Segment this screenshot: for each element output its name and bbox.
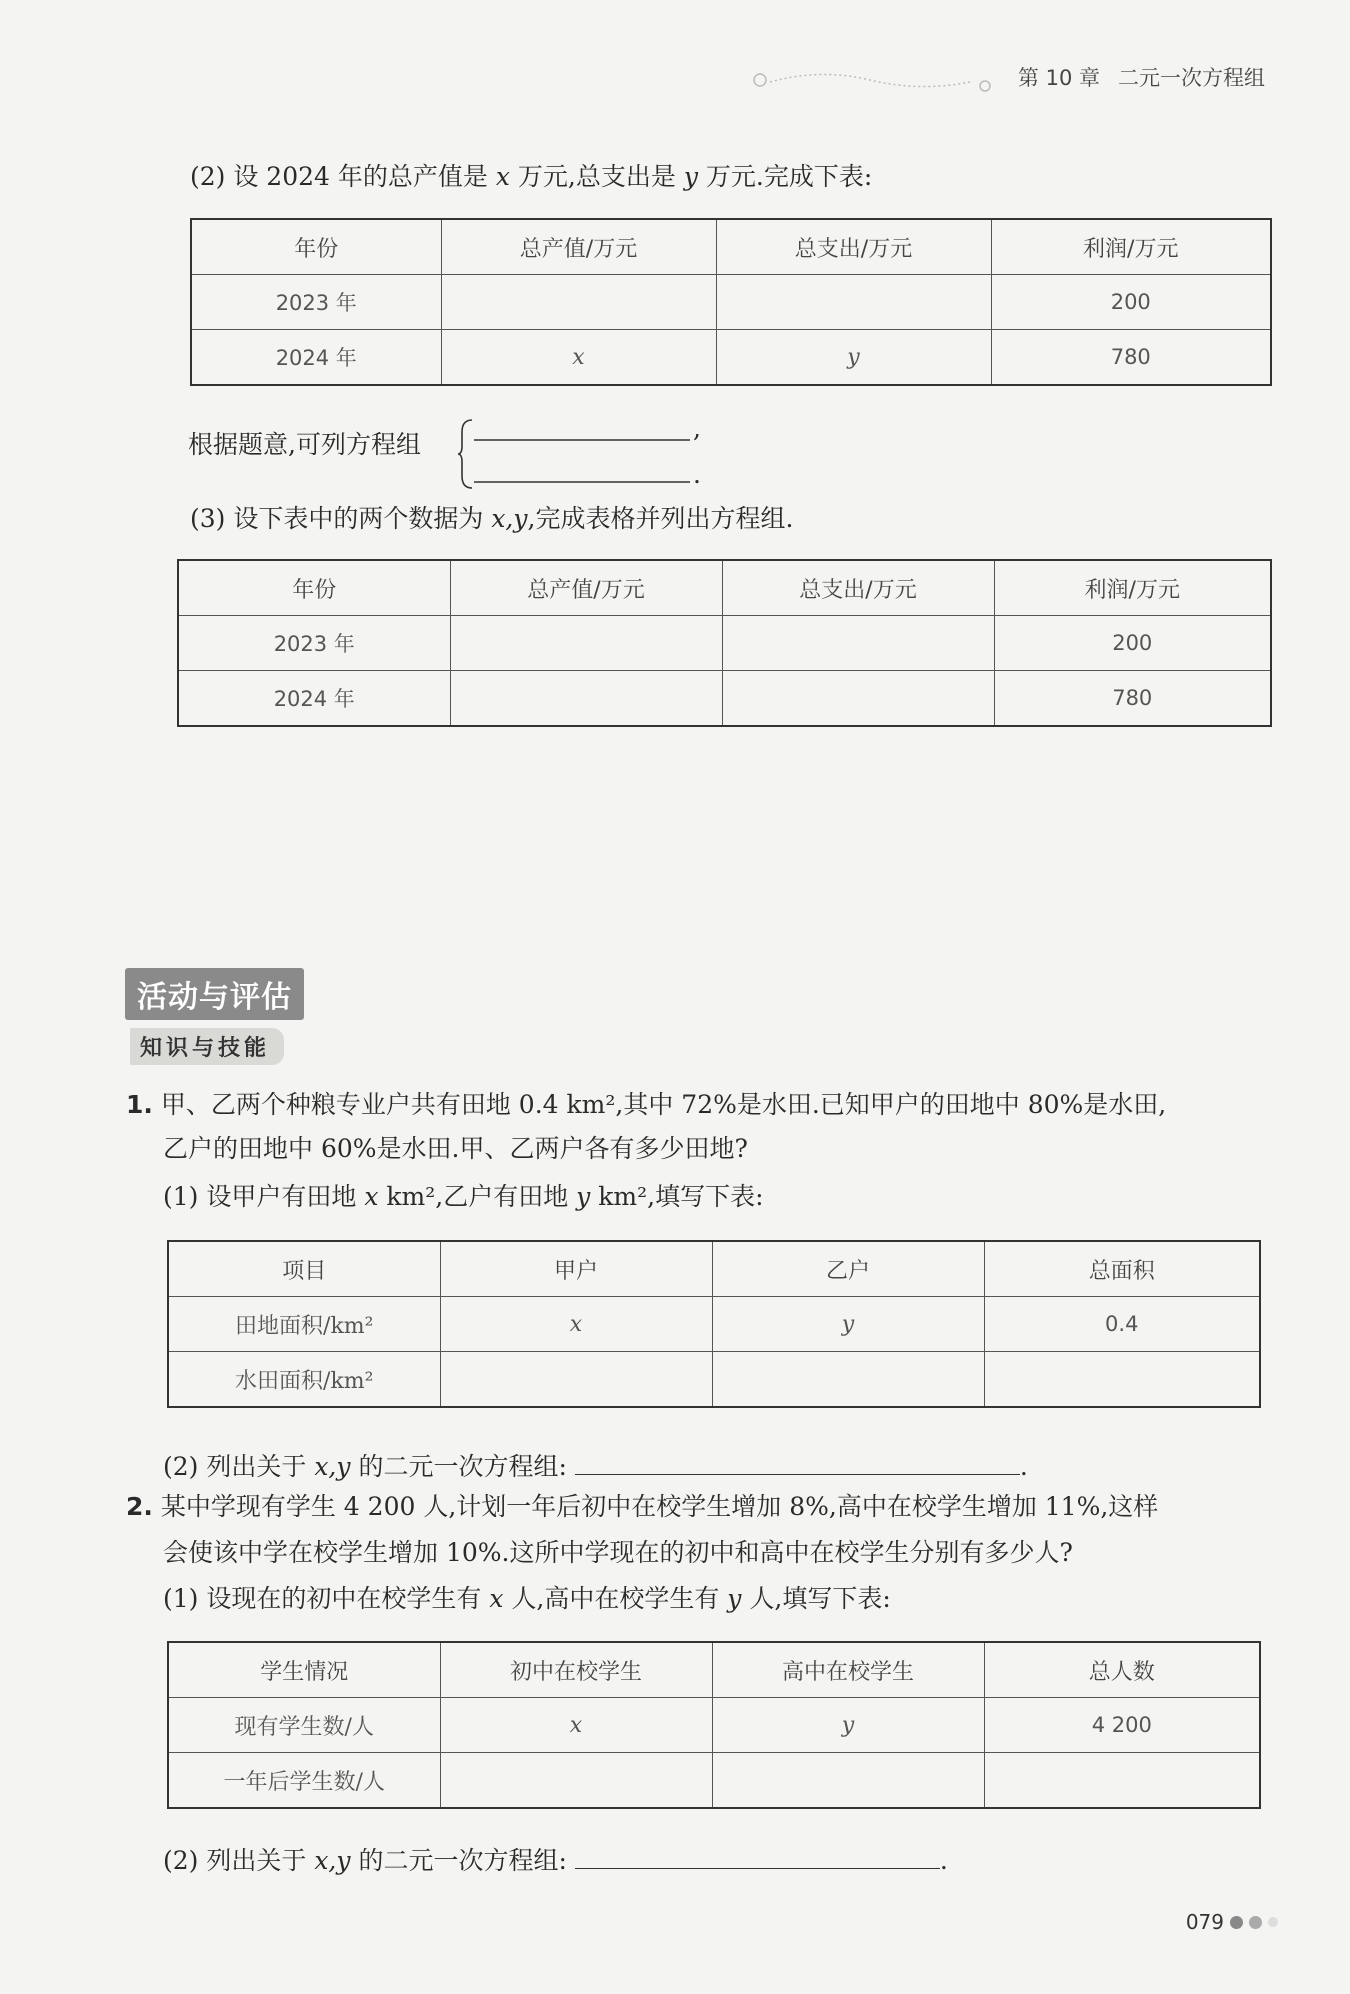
table-header: 甲户 [440, 1241, 712, 1297]
table-cell-blank[interactable] [712, 1753, 984, 1809]
table-header: 高中在校学生 [712, 1642, 984, 1698]
equation-prompt: 根据题意,可列方程组 [188, 430, 421, 459]
table-header: 总支出/万元 [722, 560, 994, 616]
q2-text-line1: 2. 某中学现有学生 4 200 人,计划一年后初中在校学生增加 8%,高中在校学生增加 11%,这样 [126, 1492, 1159, 1521]
q2-text-line2: 会使该中学在校学生增加 10%.这所中学现在的初中和高中在校学生分别有多少人? [163, 1538, 1073, 1567]
table-cell: 0.4 [984, 1297, 1260, 1352]
table-row [191, 330, 1271, 386]
dot-icon [1230, 1916, 1243, 1929]
table-header: 乙户 [712, 1241, 984, 1297]
chapter-title: 二元一次方程组 [1118, 66, 1265, 90]
table-cell-blank[interactable] [440, 1753, 712, 1809]
table-header: 总人数 [984, 1642, 1260, 1698]
subsection-badge: 知识与技能 [130, 1028, 284, 1065]
table-cell: 200 [994, 616, 1271, 671]
table-header: 初中在校学生 [440, 1642, 712, 1698]
table-row [178, 671, 1271, 727]
part3-table [177, 559, 1272, 727]
table-cell-blank[interactable] [440, 1352, 712, 1408]
table-cell-blank[interactable] [450, 671, 722, 727]
table-cell-blank[interactable] [450, 616, 722, 671]
table-cell: 2024 年 [178, 671, 450, 727]
table-header: 利润/万元 [994, 560, 1271, 616]
table-cell-blank[interactable] [984, 1352, 1260, 1408]
table-cell: 一年后学生数/人 [168, 1753, 440, 1809]
table-cell-blank[interactable] [712, 1352, 984, 1408]
table-cell-blank[interactable] [984, 1753, 1260, 1809]
question-number: 2. [126, 1492, 153, 1521]
table-row [168, 1352, 1260, 1408]
part2-prompt: (2) 设 2024 年的总产值是 x 万元,总支出是 y 万元.完成下表: [190, 162, 873, 191]
table-cell-blank[interactable] [441, 275, 716, 330]
q1-table [167, 1240, 1261, 1408]
table-cell: y [716, 330, 991, 386]
table-cell: 780 [991, 330, 1271, 386]
equation-comma: , [693, 414, 701, 443]
table-cell: 200 [991, 275, 1271, 330]
q2-sub1-prompt: (1) 设现在的初中在校学生有 x 人,高中在校学生有 y 人,填写下表: [163, 1584, 891, 1613]
q1-text-line2: 乙户的田地中 60%是水田.甲、乙两户各有多少田地? [163, 1134, 748, 1163]
dot-icon [1268, 1917, 1278, 1927]
dot-icon [1249, 1916, 1262, 1929]
table-cell: 2023 年 [191, 275, 441, 330]
table-cell: x [441, 330, 716, 386]
table-row [168, 1297, 1260, 1352]
table-cell: 现有学生数/人 [168, 1698, 440, 1753]
table-cell: x [440, 1698, 712, 1753]
table-header: 总面积 [984, 1241, 1260, 1297]
q2-sub2-prompt: (2) 列出关于 x,y 的二元一次方程组: . [163, 1842, 948, 1878]
table-header: 学生情况 [168, 1642, 440, 1698]
table-cell: 2023 年 [178, 616, 450, 671]
table-header: 项目 [168, 1241, 440, 1297]
table-header: 利润/万元 [991, 219, 1271, 275]
part3-prompt: (3) 设下表中的两个数据为 x,y,完成表格并列出方程组. [190, 504, 794, 533]
table-row [178, 616, 1271, 671]
table-row [191, 275, 1271, 330]
table-cell: 2024 年 [191, 330, 441, 386]
table-cell: 4 200 [984, 1698, 1260, 1753]
table-cell-blank[interactable] [722, 671, 994, 727]
table-header: 总产值/万元 [450, 560, 722, 616]
page-number: 079 [1185, 1910, 1224, 1934]
chapter-number: 第 10 章 [1017, 66, 1100, 90]
table-cell: 田地面积/km² [168, 1297, 440, 1352]
page-footer [1186, 1910, 1278, 1934]
table-cell-blank[interactable] [722, 616, 994, 671]
header-decoration [730, 60, 1030, 100]
table-row [168, 1753, 1260, 1809]
q1-sub2-prompt: (2) 列出关于 x,y 的二元一次方程组: . [163, 1448, 1028, 1484]
equation-brace [458, 418, 708, 490]
answer-blank[interactable] [575, 1842, 940, 1869]
table-header: 总支出/万元 [716, 219, 991, 275]
q2-table [167, 1641, 1261, 1809]
table-cell: 水田面积/km² [168, 1352, 440, 1408]
part2-table [190, 218, 1272, 386]
table-cell-blank[interactable] [716, 275, 991, 330]
table-cell: 780 [994, 671, 1271, 727]
table-cell: x [440, 1297, 712, 1352]
table-header: 年份 [191, 219, 441, 275]
q1-sub1-prompt: (1) 设甲户有田地 x km²,乙户有田地 y km²,填写下表: [163, 1182, 764, 1211]
table-header: 总产值/万元 [441, 219, 716, 275]
table-cell: y [712, 1297, 984, 1352]
table-header: 年份 [178, 560, 450, 616]
table-row [168, 1698, 1260, 1753]
equation-period: . [693, 460, 701, 489]
chapter-header [1018, 62, 1265, 92]
table-cell: y [712, 1698, 984, 1753]
question-number: 1. [126, 1090, 153, 1119]
answer-blank[interactable] [575, 1448, 1020, 1475]
q1-text-line1: 1. 甲、乙两个种粮专业户共有田地 0.4 km²,其中 72%是水田.已知甲户的田地中 80%是水田, [126, 1090, 1167, 1119]
section-badge: 活动与评估 [125, 968, 304, 1020]
